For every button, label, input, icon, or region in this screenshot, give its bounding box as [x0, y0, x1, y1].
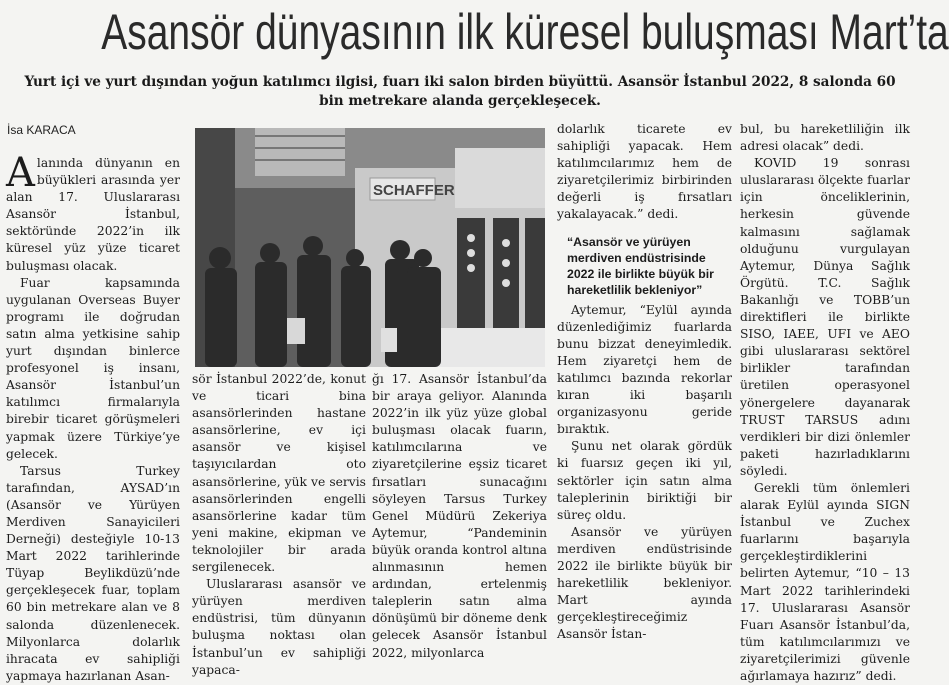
- column-1: [6, 150, 180, 683]
- column-2: [192, 371, 366, 677]
- column-4: [557, 121, 732, 646]
- fair-crowd-illustration: [195, 128, 545, 367]
- column-5: [740, 121, 910, 683]
- headline: Asansör dünyasının ilk küresel buluşması Mart’ta: [101, 4, 949, 60]
- paragraph: ğı 17. Asansör İstanbul’da bir araya geliyor. Alanında 2022’in ilk yüz yüze global buluşması olacak fuarın, katılımcılarına ve ziyaretçilerine eşsiz ticaret fırsatları sunacağını söyleyen Tarsus Turkey Genel Müdürü Zekeriya Aytemur, “Pandeminin büyük oranda kontrol altına alınmasının hemen ardından, ertelenmiş taleplerin satın alma dönüşümü bir döneme denk gelecek Asansör İstanbul 2022, milyonlarca: [372, 372, 547, 660]
- subheadline: Yurt içi ve yurt dışından yoğun katılımcı ilgisi, fuarı iki salon birden büyüttü. Asansör İstanbul 2022, 8 salonda 60 bin metrekare alanda gerçekleşecek.: [24, 74, 896, 109]
- paragraph: dolarlık ticarete ev sahipliği yapacak. Hem katılımcılarımız hem de ziyaretçilerimiz birbirinden değerli iş fırsatları yakalayacak.” dedi.: [557, 122, 732, 222]
- paragraph: Şunu net olarak gördük ki fuarsız geçen iki yıl, sektörler için satın alma taleplerinin biriktiği bir süreç oldu.: [557, 439, 732, 522]
- paragraph: Gerekli tüm önlemleri alarak Eylül ayında SIGN İstanbul ve Zuchex fuarlarını başarıyla gerçekleştirdiklerini belirten Aytemur, “10 – 13 Mart 2022 tarihlerindeki 17. Uluslararası Asansör Fuarı Asansör İstanbul’da, tüm katılımcılarımızı ve ziyaretçilerimizi güvenle ağırlamaya hazırız” dedi.: [740, 480, 910, 683]
- byline: İsa KARACA: [7, 123, 76, 137]
- paragraph: Asansör ve yürüyen merdiven endüstrisinde 2022 ile birlikte büyük bir hareketlilik bekleniyor. Mart ayında gerçekleştireceğimiz Asansör İstan-: [557, 524, 732, 642]
- paragraph: KOVID 19 sonrası uluslararası ölçekte fuarlar için önceliklerinin, herkesin güvende kalmasını sağlamak olduğunu vurgulayan Aytemur, Dünya Sağlık Örgütü. T.C. Sağlık Bakanlığı ve TOBB’un direktifleri ile birlikte SISO, IAEE, UFI ve AEO gibi uluslararası sektörel birlikler tarafından üretilen operasyonel yönergelere dayanarak TRUST TARSUS adını verdikleri bir dizi önlemler paketi hazırladıklarını söyledi.: [740, 156, 910, 478]
- column-3: [372, 371, 547, 660]
- paragraph: lanında dünyanın en büyükleri arasında yer alan 17. Uluslararası Asansör İstanbul, sektöründe 2022’in ilk küresel yüz yüze ticaret buluşması olacak.: [6, 156, 180, 273]
- paragraph: sör İstanbul 2022’de, konut ve ticari bina asansörlerinden hastane asansörlerine, ev içi asansör ve kişisel taşıyıcılardan oto asansörlerine, yük ve servis asansörlerinden engelli asansörlerine kadar tüm yeni makine, ekipman ve teknolojiler bir arada sergilenecek.: [192, 372, 366, 575]
- article-photo: [195, 128, 545, 367]
- booth-sign: SCHAFFER: [373, 182, 455, 199]
- paragraph: Tarsus Turkey tarafından, AYSAD’ın (Asansör ve Yürüyen Merdiven Sanayicileri Derneği) desteğiyle 10-13 Mart 2022 tarihlerinde Tüyap Beylikdüzü’nde gerçekleşecek fuar, toplam 60 bin metrekare alan ve 8 salonda düzenlenecek. Milyonlarca dolarlık ihracata ev sahipliği yapmaya hazırlanan Asan-: [6, 463, 180, 683]
- pull-quote: “Asansör ve yürüyen merdiven endüstrisinde 2022 ile birlikte büyük bir hareketlilik bekleniyor”: [567, 234, 714, 297]
- paragraph: bul, bu hareketliliğin ilk adresi olacak” dedi.: [740, 122, 910, 154]
- paragraph: Fuar kapsamında uygulanan Overseas Buyer programı ile doğrudan satın alma yetkisine sahip yurt dışından binlerce profesyonel iş insanı, Asansör İstanbul’un katılımcı firmalarıyla birebir ticaret görüşmeleri yapmak üzere Türkiye’ye gelecek.: [6, 275, 180, 461]
- paragraph: Uluslararası asansör ve yürüyen merdiven endüstrisi, tüm dünyanın buluşma noktası olan İstanbul’un ev sahipliği yapaca-: [192, 577, 366, 677]
- drop-cap: A: [6, 150, 35, 196]
- paragraph: Aytemur, “Eylül ayında düzenlediğimiz fuarlarda bunu bizzat deneyimledik. Hem ziyaretçi hem de katılımcı bazında rekorlar kıran iki başarılı organizasyonu geride bıraktık.: [557, 302, 732, 437]
